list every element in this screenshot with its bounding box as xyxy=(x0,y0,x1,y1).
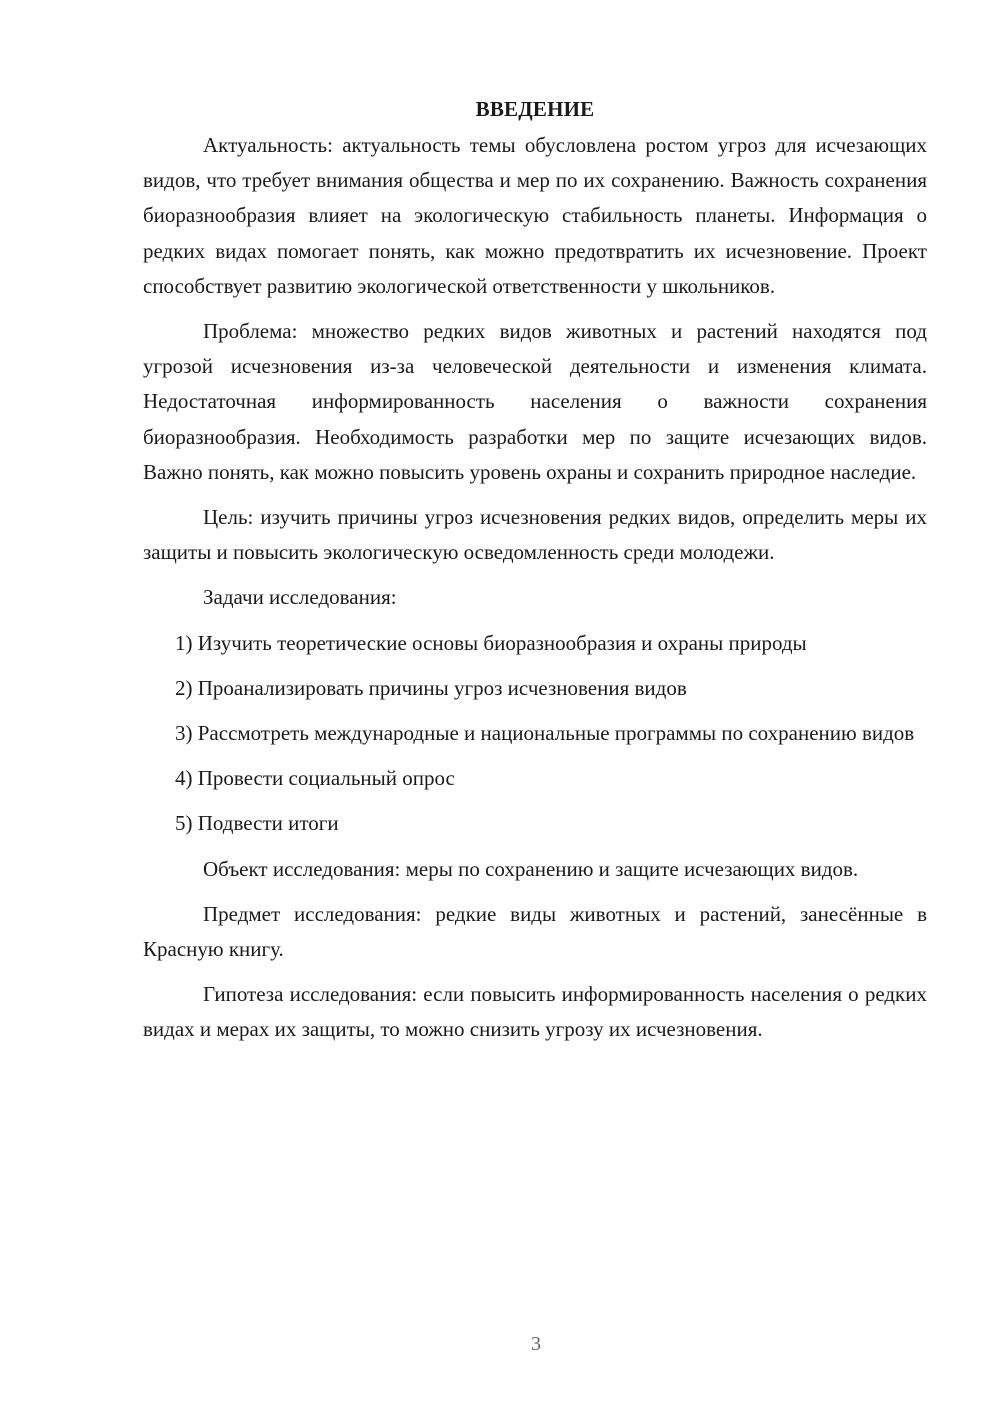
paragraph-subject: Предмет исследования: редкие виды животных и растений, занесённые в Красную книгу. xyxy=(143,901,927,962)
section-heading: ВВЕДЕНИЕ xyxy=(475,97,595,121)
task-item: 2) Проанализировать причины угроз исчезновения видов xyxy=(175,675,687,700)
task-item: 4) Провести социальный опрос xyxy=(175,766,455,791)
paragraph-hypothesis: Гипотеза исследования: если повысить информированность населения о редких видах и мерах их защиты, то можно снизить угрозу их исчезновения. xyxy=(143,982,927,1042)
document-page xyxy=(143,92,927,1058)
page-number: 3 xyxy=(531,1333,541,1355)
task-item: 3) Рассмотреть международные и национальные программы по сохранению видов xyxy=(175,721,915,746)
paragraph-relevance: Актуальность: актуальность темы обусловлена ростом угроз для исчезающих видов, что требует внимания общества и мер по их сохранению. Важность сохранения биоразнообразия влияет на экологическую стабильность планеты. Информация о редких видах помогает понять, как можно предотвратить их исчезновение. Проект способствует развитию экологической ответственности у школьников. xyxy=(143,133,927,298)
tasks-title: Задачи исследования: xyxy=(203,585,397,610)
paragraph-goal: Цель: изучить причины угроз исчезновения редких видов, определить меры их защиты и повысить экологическую осведомленность среди молодежи. xyxy=(143,505,927,565)
paragraph-object: Объект исследования: меры по сохранению и защите исчезающих видов. xyxy=(203,856,859,881)
tasks-list xyxy=(143,626,927,842)
task-item: 5) Подвести итоги xyxy=(175,811,339,836)
paragraph-problem: Проблема: множество редких видов животных и растений находятся под угрозой исчезновения из-за человеческой деятельности и изменения климата. Недостаточная информированность населения о важности сохранения биоразнообразия. Необходимость разработки мер по защите исчезающих видов. Важно понять, как можно повысить уровень охраны и сохранить природное наследие. xyxy=(143,319,927,484)
task-item: 1) Изучить теоретические основы биоразнообразия и охраны природы xyxy=(175,630,807,655)
